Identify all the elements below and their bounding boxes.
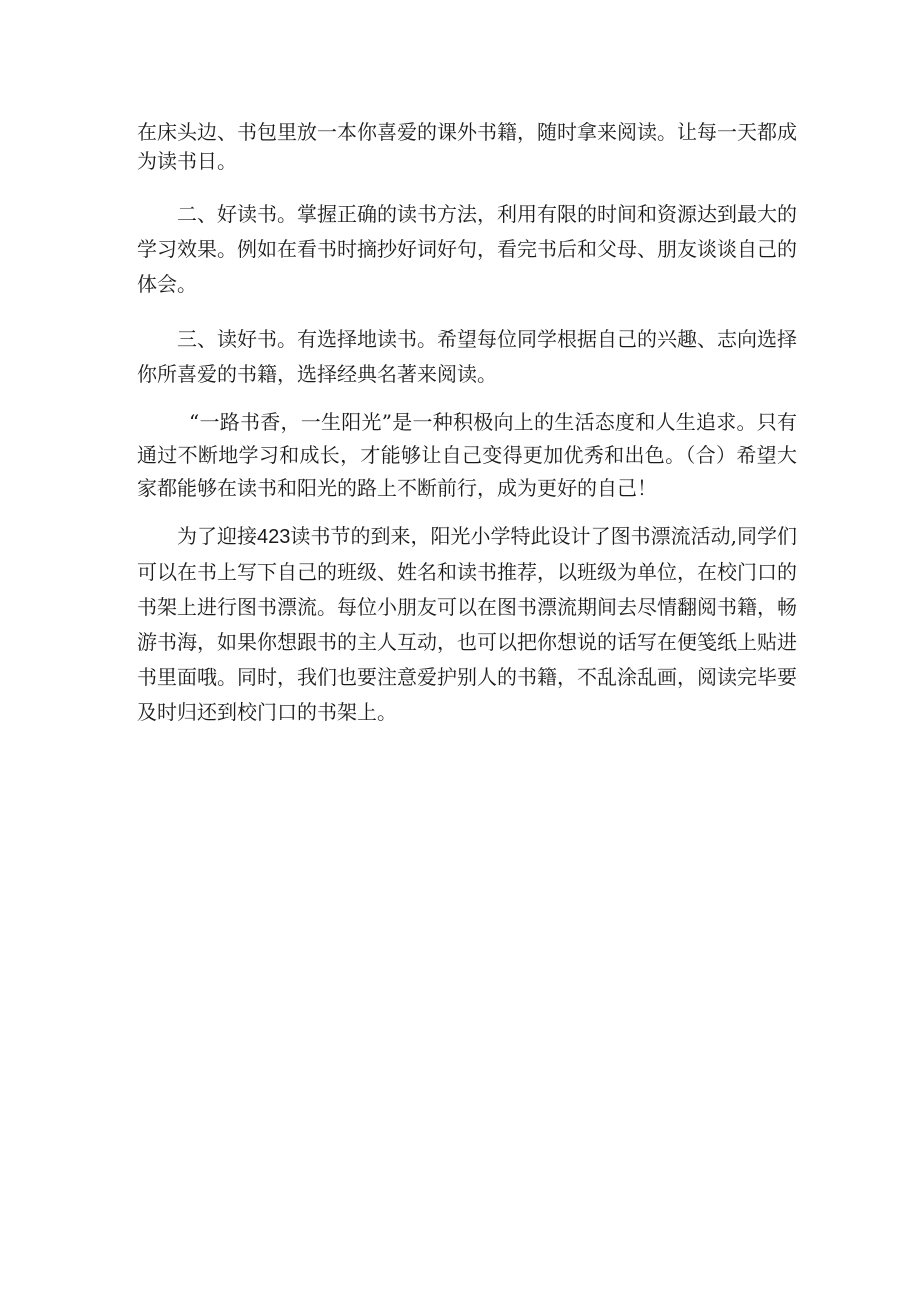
paragraph-reading-habit: 在床头边、书包里放一本你喜爱的课外书籍，随时拿来阅读。让每一天都成为读书日。 [137, 120, 797, 173]
paragraph-book-drifting-intro: 为了迎接 [177, 524, 258, 548]
document-body [137, 118, 797, 730]
paragraph-book-drifting-body: 读书节的到来，阳光小学特此设计了图书漂流活动,同学们可以在书上写下自己的班级、姓名和读书推荐，以班级为单位，在校门口的书架上进行图书漂流。每位小朋友可以在图书漂流期间去尽情翻阅书籍，畅游书海，如果你想跟书的主人互动，也可以把你想说的话写在便笺纸上贴进书里面哦。同时，我们也要注意爱护别人的书籍，不乱涂乱画，阅读完毕要及时归还到校门口的书架上。 [137, 524, 798, 724]
paragraph-book-fragrance: “一路书香，一生阳光”是一种积极向上的生活态度和人生追求。只有通过不断地学习和成长，才能够让自己变得更加优秀和出色。（合）希望大家都能够在读书和阳光的路上不断前行，成为更好的自己！ [137, 410, 797, 500]
reading-festival-number: 423 [257, 526, 291, 548]
paragraph-good-reading: 二、好读书。掌握正确的读书方法，利用有限的时间和资源达到最大的学习效果。例如在看书时摘抄好词好句，看完书后和父母、朋友谈谈自己的体会。 [137, 202, 797, 296]
paragraph-book-drifting [137, 519, 797, 730]
paragraph-read-good-books: 三、读好书。有选择地读书。希望每位同学根据自己的兴趣、志向选择你所喜爱的书籍，选择经典名著来阅读。 [137, 327, 797, 386]
